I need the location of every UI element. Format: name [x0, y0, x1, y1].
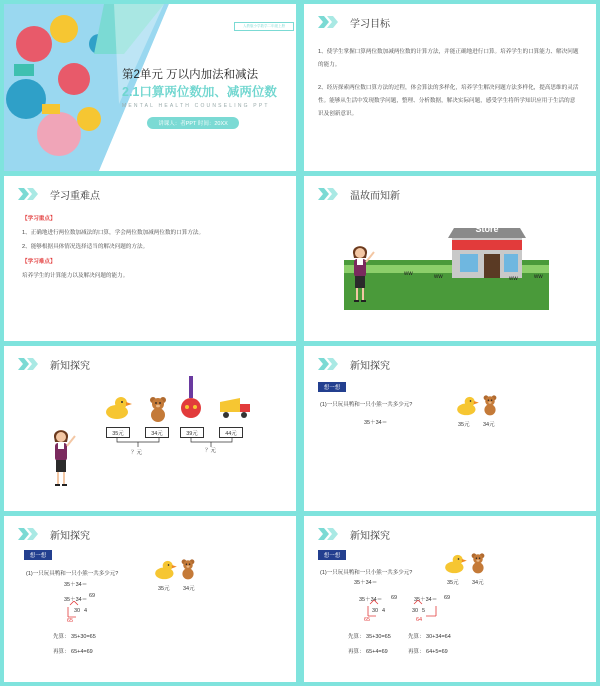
slide-goals[interactable] [304, 4, 596, 171]
store-sign-text: Store [475, 224, 499, 234]
split-ones: 4 [84, 608, 88, 614]
think-badge: 想一想 [24, 550, 52, 560]
bear-icon [482, 394, 498, 416]
guitar-icon [180, 376, 202, 420]
teacher-icon [49, 428, 77, 486]
keypoint-heading: 【学习重点】 [22, 216, 56, 222]
equation-method-b: 35＋34＝ [414, 597, 438, 603]
think-badge: 想一想 [318, 382, 346, 392]
keypoint-item-2: 2、能够根据具体情况选择适当的解决问题的方法。 [22, 244, 149, 250]
slide-title: 温故而知新 [350, 190, 400, 202]
chevron-icon [18, 358, 40, 370]
partial-sum: 65 [67, 618, 74, 624]
slide-title: 新知探究 [350, 360, 390, 372]
question-text: (1)一只玩具鸭和一只小熊一共多少元? [26, 571, 119, 577]
goal-paragraph-1: 1、使学生掌握口算两位数加减两位数的计算方法，并能正确地进行口算。培养学生的口算能力、解决问题的能力。 [318, 49, 579, 68]
partial-sum-b: 64 [416, 617, 423, 623]
truck-icon [218, 396, 252, 420]
split-b-tens: 30 [412, 608, 419, 614]
step-then: 再算： 65+4=69 [53, 649, 93, 655]
cover-subtitle: MENTAL HEALTH COUNSELING PPT [122, 103, 270, 109]
slide-explore-4[interactable] [304, 516, 596, 682]
cover-presenter-pill: 讲课人：者PPT 时间：20XX [147, 117, 239, 129]
step-a-then: 再算： 65+4=69 [348, 649, 388, 655]
chevron-icon [318, 358, 340, 370]
bear-price: 34元 [472, 580, 484, 586]
slide-header [318, 526, 390, 542]
partial-sum-a: 65 [364, 617, 371, 623]
svg-text:ww: ww [434, 274, 443, 280]
step-b-then: 再算： 64+5=69 [408, 649, 448, 655]
split-a-ones: 4 [382, 608, 386, 614]
slide-explore-2[interactable] [304, 346, 596, 511]
question-mark-1: ？元 [131, 450, 143, 456]
chevron-icon [18, 528, 40, 540]
bracket-lines [114, 437, 244, 447]
cover-lesson-title: 2.1口算两位数加、减两位数 [122, 85, 277, 99]
difficulty-heading: 【学习难点】 [22, 259, 56, 265]
price-tag-bear: 34元 [145, 427, 169, 438]
split-tens: 30 [74, 608, 81, 614]
slide-cover[interactable] [4, 4, 296, 171]
slide-title: 学习重难点 [50, 190, 100, 202]
bear-price: 34元 [483, 422, 495, 428]
split-b-ones: 5 [422, 608, 426, 614]
equation: 35＋34＝ [364, 420, 388, 426]
think-badge: 想一想 [318, 550, 346, 560]
goal-paragraph-2: 2、经历探索两位数口算方法的过程，体会算法的多样化，培养学生解决问题方法多样化，提高思维的灵活性。能够从生活中发现数学问题，整理、分析数据，解决实际问题，感受学生将所学知识应用于生活的意识及创新意识。 [318, 85, 579, 117]
question-mark-2: ？元 [205, 448, 217, 454]
duck-icon [444, 554, 468, 574]
chevron-icon [318, 16, 340, 28]
svg-text:ww: ww [509, 276, 518, 282]
question-text: (1)一只玩具鸭和一只小熊一共多少元? [320, 402, 413, 408]
equation: 35＋34＝ [64, 582, 88, 588]
teacher-icon [348, 244, 376, 302]
slide-header [318, 186, 400, 202]
slide-title: 新知探究 [350, 530, 390, 542]
svg-text:ww: ww [534, 274, 543, 280]
slide-header [18, 356, 90, 372]
chevron-icon [18, 188, 40, 200]
duck-icon [105, 396, 133, 420]
slide-header [18, 186, 100, 202]
equation: 35＋34＝ [354, 580, 378, 586]
keypoint-item-1: 1、正确地进行两位数加减法的口算，学会两位数加减两位数的口算方法。 [22, 230, 205, 236]
bear-icon [470, 552, 486, 574]
slide-title: 学习目标 [350, 18, 390, 30]
chevron-icon [318, 188, 340, 200]
bear-icon [180, 558, 196, 580]
duck-icon [456, 396, 480, 416]
step-a-first: 先算： 35+30=65 [348, 634, 391, 640]
step-first: 先算： 35+30=65 [53, 634, 96, 640]
bear-icon [148, 396, 168, 422]
difficulty-item: 培养学生的计算能力以及解决问题的能力。 [22, 273, 129, 279]
cover-tag: 人教版小学数学二年级上册 [234, 22, 294, 31]
bear-price: 34元 [183, 586, 195, 592]
result: 69 [89, 593, 96, 599]
split-a-tens: 30 [372, 608, 379, 614]
price-tag-duck: 35元 [106, 427, 130, 438]
slide-keypoints[interactable] [4, 176, 296, 341]
slide-title: 新知探究 [50, 360, 90, 372]
slide-explore-3[interactable] [4, 516, 296, 682]
slide-review[interactable] [304, 176, 596, 341]
duck-price: 35元 [458, 422, 470, 428]
slide-header [18, 526, 90, 542]
duck-price: 35元 [447, 580, 459, 586]
price-tag-truck: 44元 [219, 427, 243, 438]
slide-header [318, 14, 390, 30]
step-b-first: 先算： 30+34=64 [408, 634, 451, 640]
price-tag-guitar: 39元 [180, 427, 204, 438]
slide-explore-1[interactable] [4, 346, 296, 511]
svg-text:ww: ww [404, 271, 413, 277]
slide-header [318, 356, 390, 372]
duck-price: 35元 [158, 586, 170, 592]
cover-title: 第2单元 万以内加法和减法 [122, 69, 259, 81]
slide-title: 新知探究 [50, 530, 90, 542]
question-text: (1)一只玩具鸭和一只小熊一共多少元? [320, 570, 413, 576]
result-a: 69 [391, 595, 398, 601]
result-b: 69 [444, 595, 451, 601]
chevron-icon [318, 528, 340, 540]
equation-worked: 35＋34＝ [64, 597, 88, 603]
equation-method-a: 35＋34＝ [359, 597, 383, 603]
duck-icon [154, 560, 178, 580]
